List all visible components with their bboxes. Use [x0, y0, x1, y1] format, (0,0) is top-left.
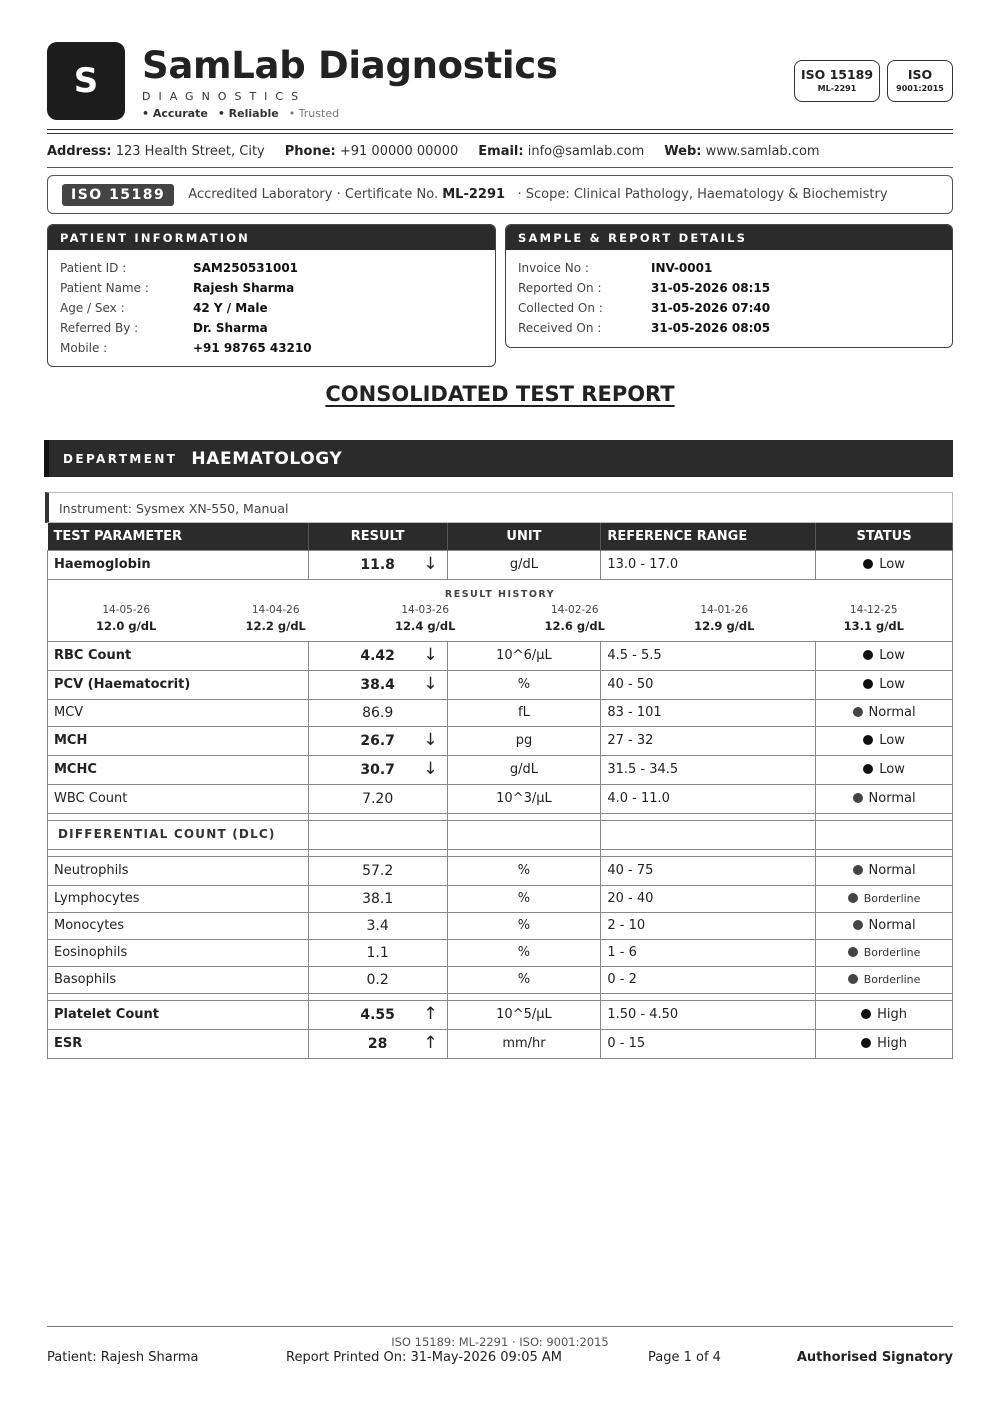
- sample-details-card: [505, 224, 953, 348]
- field-row: Patient ID : SAM250531001: [60, 261, 299, 275]
- field-row: Reported On : 31-05-2026 08:15: [518, 281, 771, 295]
- low-arrow-icon: ↓: [423, 758, 438, 779]
- scope-text: · Scope: Clinical Pathology, Haematology & Biochemistry: [517, 187, 888, 202]
- spacer-row: [48, 813, 953, 820]
- contact-bar: [47, 144, 820, 159]
- accreditation-text: Accredited Laboratory · Certificate No.: [188, 187, 439, 202]
- divider: [47, 167, 953, 168]
- field-row: Invoice No : INV-0001: [518, 261, 713, 275]
- footer-page: Page 1 of 4: [648, 1350, 721, 1365]
- accreditation-bar: [47, 175, 953, 214]
- sample-details-heading: SAMPLE & REPORT DETAILS: [506, 225, 952, 250]
- high-arrow-icon: ↑: [423, 1032, 438, 1053]
- divider: [47, 129, 953, 130]
- status-dot-icon: [848, 893, 858, 903]
- taglines: [142, 107, 339, 120]
- tagline: • Trusted: [288, 107, 340, 120]
- status-dot-icon: [848, 947, 858, 957]
- dlc-section-row: [48, 820, 953, 849]
- lab-subtitle: DIAGNOSTICS: [142, 90, 307, 103]
- field-row: Collected On : 31-05-2026 07:40: [518, 301, 771, 315]
- field-row: Patient Name : Rajesh Sharma: [60, 281, 295, 295]
- results-table: [47, 523, 953, 1059]
- patient-info-card: [47, 224, 496, 367]
- table-row: MCH 26.7 ↓ pg 27 - 32 Low: [48, 726, 953, 755]
- field-row: Referred By : Dr. Sharma: [60, 321, 268, 335]
- report-title: CONSOLIDATED TEST REPORT: [325, 382, 675, 406]
- website: Web: www.samlab.com: [664, 144, 820, 159]
- status-dot-icon: [863, 764, 873, 774]
- tagline: • Accurate: [142, 107, 208, 120]
- divider: [47, 133, 953, 134]
- table-row: PCV (Haematocrit) 38.4 ↓ % 40 - 50 Low: [48, 670, 953, 699]
- table-row: MCV 86.9 fL 83 - 101 Normal: [48, 699, 953, 726]
- table-row: Lymphocytes 38.1 % 20 - 40 Borderline: [48, 885, 953, 912]
- department-label: DEPARTMENT: [63, 451, 178, 466]
- spacer-row: [48, 993, 953, 1000]
- history-item: 14-02-26 12.6 g/dL: [544, 604, 605, 633]
- instrument-note: Instrument: Sysmex XN-550, Manual: [45, 492, 953, 523]
- status-dot-icon: [863, 735, 873, 745]
- table-row: Platelet Count 4.55 ↑ 10^5/µL 1.50 - 4.50 High: [48, 1000, 953, 1029]
- footer-printed: Report Printed On: 31-May-2026 09:05 AM: [286, 1350, 562, 1365]
- department-banner: [44, 440, 953, 477]
- status-dot-icon: [853, 707, 863, 717]
- high-arrow-icon: ↑: [423, 1003, 438, 1024]
- footer-patient: Patient: Rajesh Sharma: [47, 1350, 199, 1365]
- low-arrow-icon: ↓: [423, 644, 438, 665]
- history-title: RESULT HISTORY: [444, 589, 556, 600]
- status-dot-icon: [853, 793, 863, 803]
- status-dot-icon: [863, 679, 873, 689]
- low-arrow-icon: ↓: [423, 553, 438, 574]
- history-item: 14-12-25 13.1 g/dL: [843, 604, 904, 633]
- footer-signatory: Authorised Signatory: [796, 1350, 953, 1365]
- status-dot-icon: [848, 974, 858, 984]
- table-row: Haemoglobin 11.8 ↓ g/dL 13.0 - 17.0 Low: [48, 550, 953, 579]
- table-row: Basophils 0.2 % 0 - 2 Borderline: [48, 966, 953, 993]
- department-name: HAEMATOLOGY: [191, 448, 343, 469]
- iso-pill: ISO 15189: [62, 184, 174, 206]
- history-item: 14-01-26 12.9 g/dL: [694, 604, 755, 633]
- table-row: ESR 28 ↑ mm/hr 0 - 15 High: [48, 1029, 953, 1058]
- address: Address: 123 Health Street, City: [47, 144, 265, 159]
- history-item: 14-04-26 12.2 g/dL: [245, 604, 306, 633]
- iso-9001-badge: ISO 9001:2015: [887, 60, 953, 102]
- status-dot-icon: [861, 1038, 871, 1048]
- field-row: Age / Sex : 42 Y / Male: [60, 301, 268, 315]
- phone: Phone: +91 00000 00000: [284, 144, 459, 159]
- status-dot-icon: [863, 559, 873, 569]
- history-item: 14-05-26 12.0 g/dL: [96, 604, 157, 633]
- status-dot-icon: [863, 650, 873, 660]
- email: Email: info@samlab.com: [478, 144, 645, 159]
- spacer-row: [48, 849, 953, 856]
- dlc-section-label: DIFFERENTIAL COUNT (DLC): [58, 827, 276, 841]
- low-arrow-icon: ↓: [423, 673, 438, 694]
- table-row: Monocytes 3.4 % 2 - 10 Normal: [48, 912, 953, 939]
- history-item: 14-03-26 12.4 g/dL: [395, 604, 456, 633]
- status-dot-icon: [853, 920, 863, 930]
- patient-info-heading: PATIENT INFORMATION: [48, 225, 495, 250]
- table-header: TEST PARAMETER RESULT UNIT REFERENCE RANGE STATUS: [48, 523, 953, 550]
- certificate-number: ML-2291: [442, 187, 506, 202]
- tagline: • Reliable: [217, 107, 279, 120]
- footer-iso: ISO 15189: ML-2291 · ISO: 9001:2015: [391, 1335, 609, 1349]
- lab-name: SamLab Diagnostics: [142, 44, 558, 87]
- table-row: Neutrophils 57.2 % 40 - 75 Normal: [48, 856, 953, 885]
- lab-logo: S: [47, 42, 125, 120]
- table-row: Eosinophils 1.1 % 1 - 6 Borderline: [48, 939, 953, 966]
- iso-15189-badge: ISO 15189 ML-2291: [794, 60, 880, 102]
- result-history-row: [48, 579, 953, 641]
- footer-divider: [47, 1326, 953, 1327]
- table-row: MCHC 30.7 ↓ g/dL 31.5 - 34.5 Low: [48, 755, 953, 784]
- field-row: Mobile : +91 98765 43210: [60, 341, 312, 355]
- status-dot-icon: [861, 1009, 871, 1019]
- field-row: Received On : 31-05-2026 08:05: [518, 321, 771, 335]
- status-dot-icon: [853, 865, 863, 875]
- table-row: WBC Count 7.20 10^3/µL 4.0 - 11.0 Normal: [48, 784, 953, 813]
- low-arrow-icon: ↓: [423, 729, 438, 750]
- table-row: RBC Count 4.42 ↓ 10^6/µL 4.5 - 5.5 Low: [48, 641, 953, 670]
